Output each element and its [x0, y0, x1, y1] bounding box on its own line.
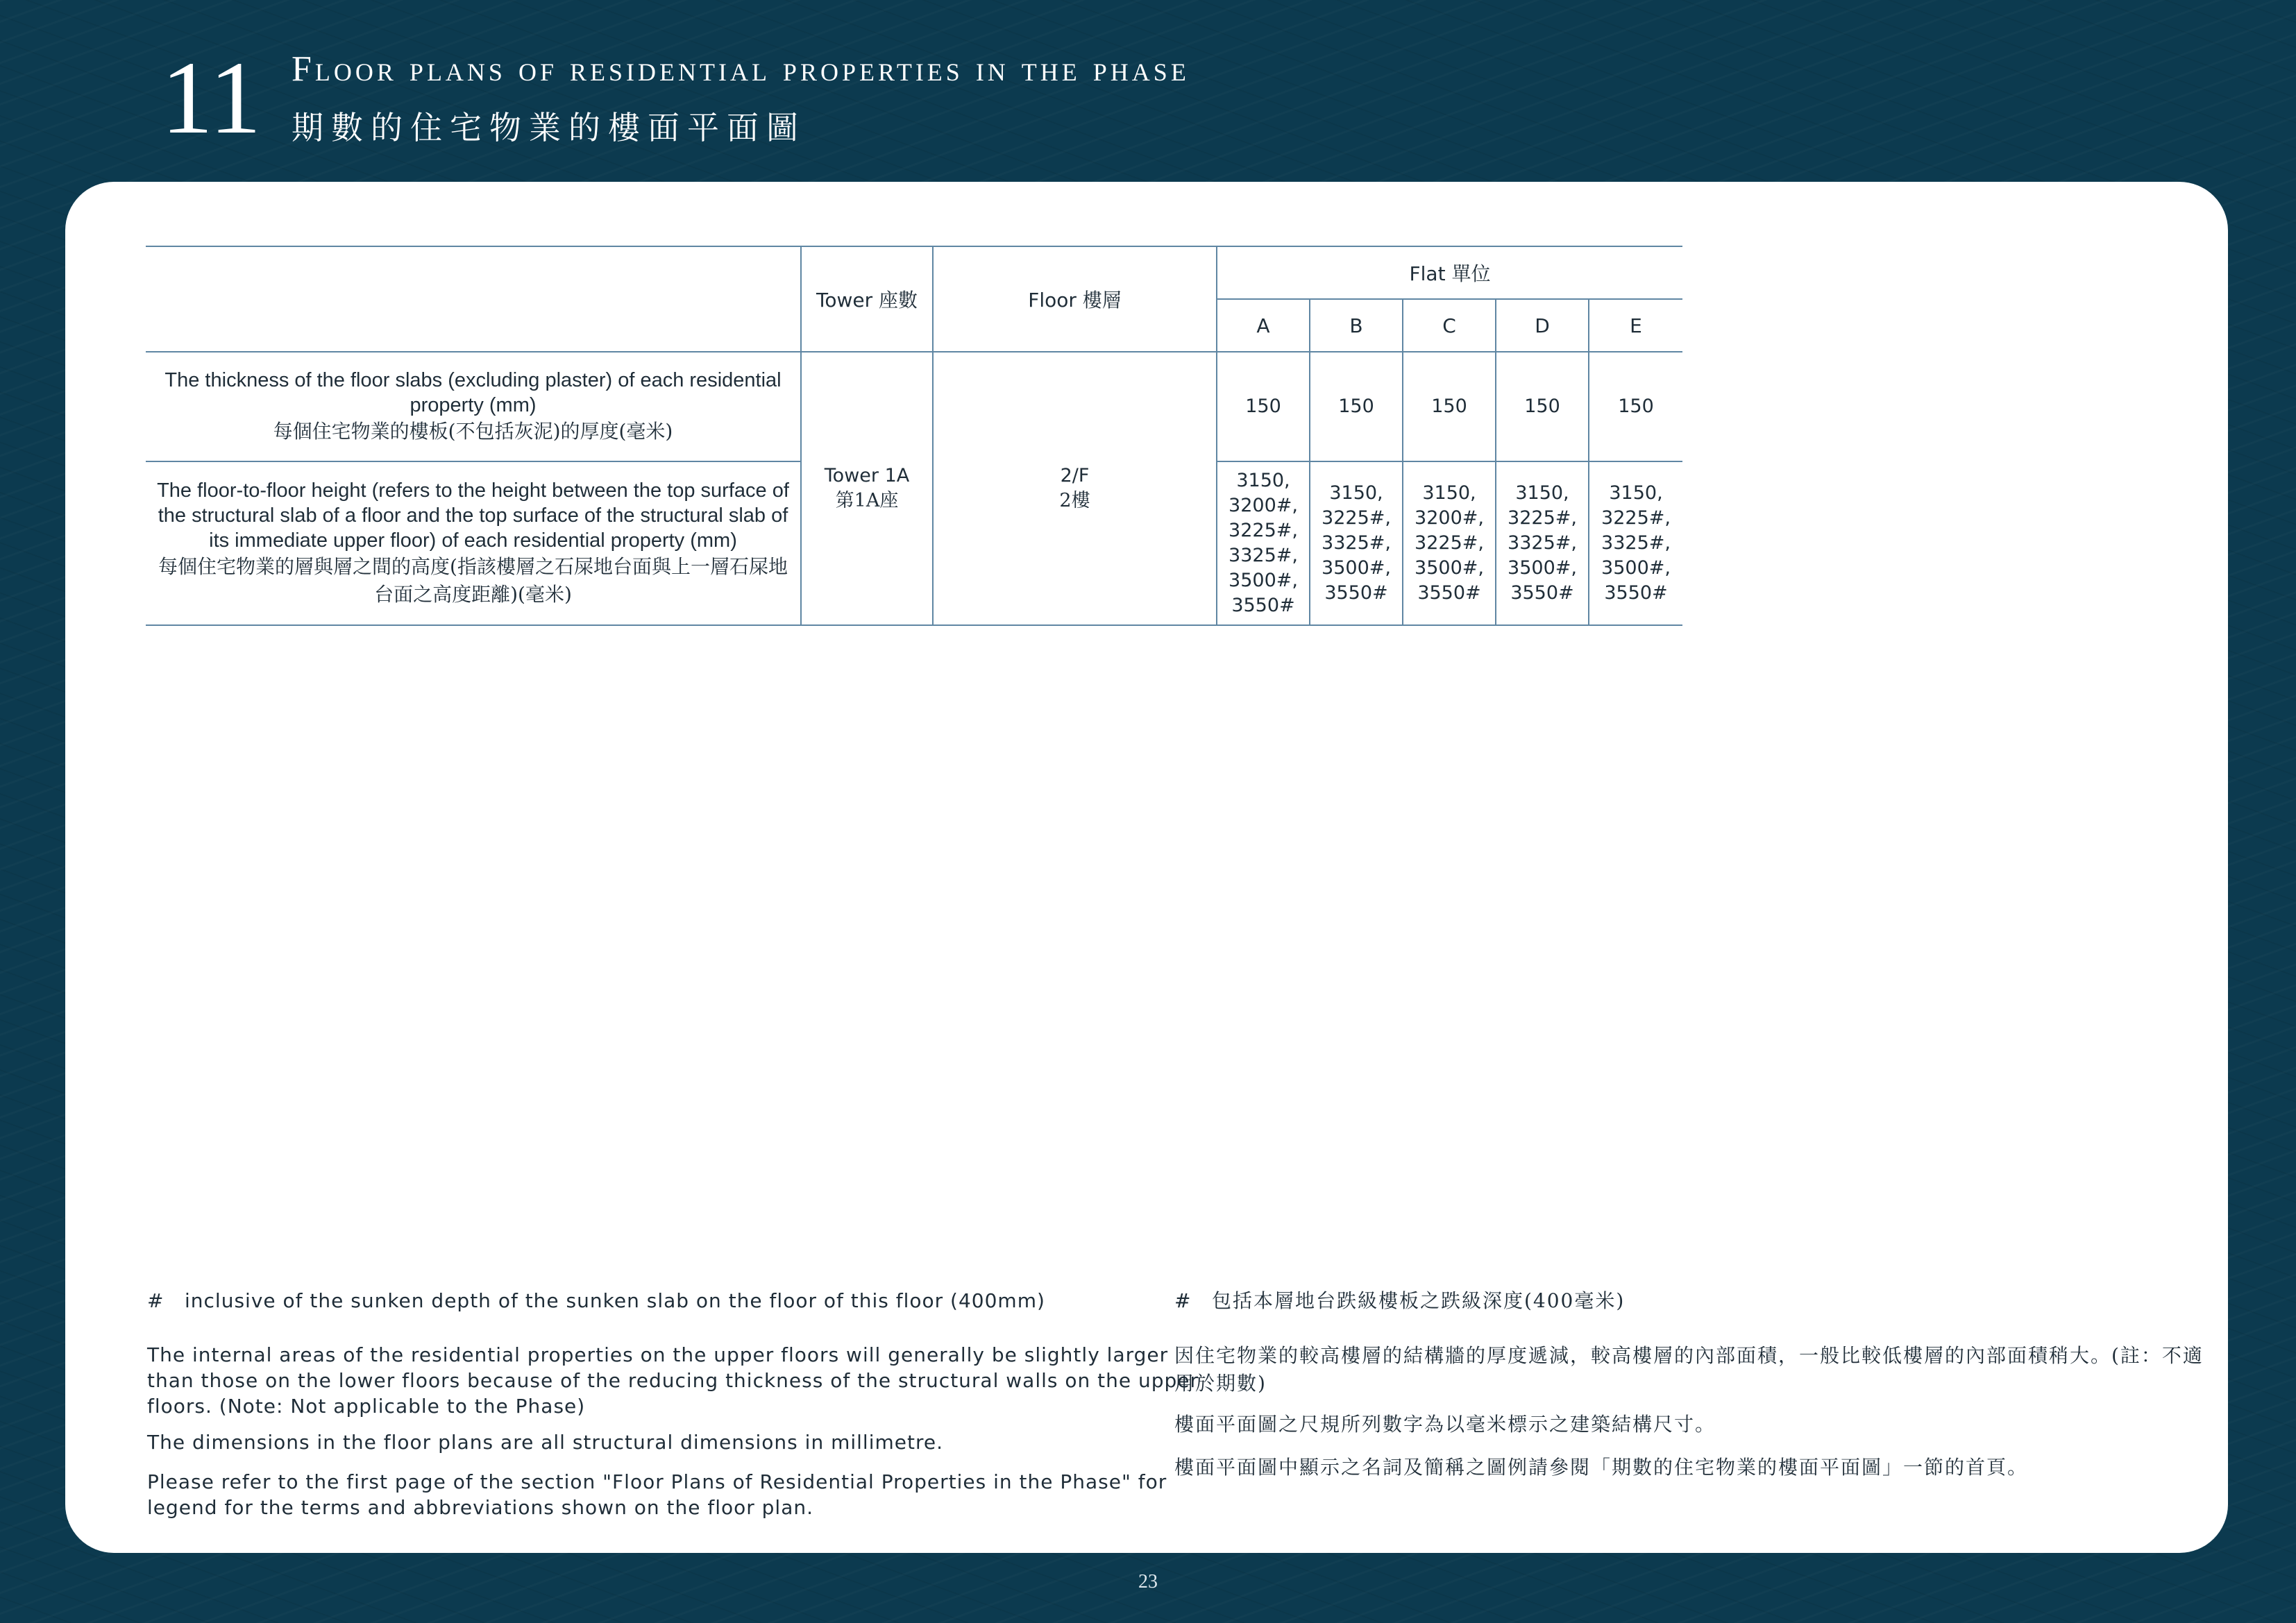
header-flat-e: E: [1589, 299, 1682, 352]
value-line: 3550#: [1231, 595, 1295, 616]
value-line: 3150,: [1329, 482, 1383, 504]
value-line: 3500#,: [1415, 557, 1484, 579]
slab-thickness-b: 150: [1310, 352, 1403, 461]
value-line: 3550#: [1417, 582, 1481, 604]
value-line: 3150,: [1236, 470, 1290, 491]
hash-note-text: inclusive of the sunken depth of the sunken slab on the floor of this floor (400mm): [185, 1289, 1045, 1312]
value-line: 3500#,: [1601, 557, 1671, 579]
note-dimensions-zh: 樓面平面圖之尺規所列數字為以毫米標示之建築結構尺寸。: [1174, 1413, 1716, 1436]
value-line: 3150,: [1515, 482, 1569, 504]
value-line: 3225#,: [1322, 507, 1391, 529]
value-line: 3550#: [1324, 582, 1388, 604]
floor-zh: 2樓: [1059, 490, 1090, 511]
value-line: 3225#,: [1601, 507, 1671, 529]
header-floor: Floor 樓層: [933, 246, 1217, 352]
header-flat-c: C: [1403, 299, 1496, 352]
page-title-zh: 期數的住宅物業的樓面平面圖: [292, 109, 806, 146]
tower-cell: [801, 352, 933, 625]
content-card: [65, 182, 2228, 1553]
note-hash-en: [147, 1288, 1202, 1314]
note-legend-en: Please refer to the first page of the section "Floor Plans of Residential Properties in the Phase" for legend for the terms and abbreviations shown on the floor plan.: [147, 1470, 1167, 1519]
page-number: 23: [1138, 1571, 1158, 1592]
tower-en: Tower 1A: [824, 465, 910, 486]
note-internal-areas-zh: 因住宅物業的較高樓層的結構牆的厚度遞減，較高樓層的內部面積，一般比較低樓層的內部面積稍大。(註：不適用於期數): [1174, 1344, 2204, 1395]
section-number: 11: [161, 40, 262, 155]
table-row: [146, 352, 1682, 461]
value-line: 3325#,: [1508, 532, 1577, 554]
slab-thickness-d: 150: [1496, 352, 1589, 461]
floor-cell: [933, 352, 1217, 625]
slab-thickness-e: 150: [1589, 352, 1682, 461]
note-hash-zh: [1174, 1288, 2229, 1314]
row-label-zh: 每個住宅物業的樓板(不包括灰泥)的厚度(毫米): [273, 420, 673, 443]
floor-height-d: [1496, 461, 1589, 625]
value-line: 3500#,: [1508, 557, 1577, 579]
header-flat: Flat 單位: [1217, 246, 1682, 299]
row-label-en: The thickness of the floor slabs (excluding plaster) of each residential property (mm): [164, 369, 782, 416]
value-line: 3550#: [1604, 582, 1668, 604]
hash-mark: #: [147, 1289, 164, 1312]
floor-height-c: [1403, 461, 1496, 625]
floor-en: 2/F: [1060, 465, 1090, 486]
row-label-floor-height: [146, 461, 801, 625]
note-dimensions-en: The dimensions in the floor plans are all structural dimensions in millimetre.: [147, 1431, 943, 1454]
page-title-en: Floor plans of residential properties in the phase: [292, 49, 1190, 89]
hash-note-text: 包括本層地台跌級樓板之跌級深度(400毫米): [1212, 1289, 1626, 1312]
value-line: 3325#,: [1322, 532, 1391, 554]
value-line: 3225#,: [1229, 520, 1298, 541]
slab-thickness-a: 150: [1217, 352, 1310, 461]
floor-height-b: [1310, 461, 1403, 625]
header-flat-d: D: [1496, 299, 1589, 352]
tower-zh: 第1A座: [835, 490, 899, 511]
row-label-slab-thickness: [146, 352, 801, 461]
value-line: 3550#: [1510, 582, 1574, 604]
value-line: 3200#,: [1229, 495, 1298, 516]
header-flat-b: B: [1310, 299, 1403, 352]
header-blank-cell: [146, 246, 801, 352]
row-label-en: The floor-to-floor height (refers to the height between the top surface of the structural slab of a floor and the top surface of the structural slab of its immediate upper floor) of each residential property (mm): [157, 479, 789, 552]
slab-thickness-c: 150: [1403, 352, 1496, 461]
note-internal-areas-en: The internal areas of the residential properties on the upper floors will generally be slightly larger than those on the lower floors because of the reducing thickness of the structural walls on the upper floors. (Note: Not applicable to the Phase): [147, 1343, 1199, 1418]
value-line: 3500#,: [1322, 557, 1391, 579]
header-flat-a: A: [1217, 299, 1310, 352]
hash-mark: #: [1174, 1289, 1192, 1312]
row-label-zh: 每個住宅物業的層與層之間的高度(指該樓層之石屎地台面與上一層石屎地台面之高度距離)(毫米): [158, 555, 788, 606]
value-line: 3150,: [1609, 482, 1663, 504]
header-tower: Tower 座數: [801, 246, 933, 352]
value-line: 3225#,: [1415, 532, 1484, 554]
value-line: 3200#,: [1415, 507, 1484, 529]
floor-spec-table: [146, 246, 1682, 626]
value-line: 3325#,: [1229, 545, 1298, 566]
floor-height-e: [1589, 461, 1682, 625]
floor-height-a: [1217, 461, 1310, 625]
value-line: 3500#,: [1229, 570, 1298, 591]
value-line: 3325#,: [1601, 532, 1671, 554]
value-line: 3150,: [1422, 482, 1476, 504]
note-legend-zh: 樓面平面圖中顯示之名詞及簡稱之圖例請參閱「期數的住宅物業的樓面平面圖」一節的首頁。: [1174, 1456, 2029, 1479]
value-line: 3225#,: [1508, 507, 1577, 529]
